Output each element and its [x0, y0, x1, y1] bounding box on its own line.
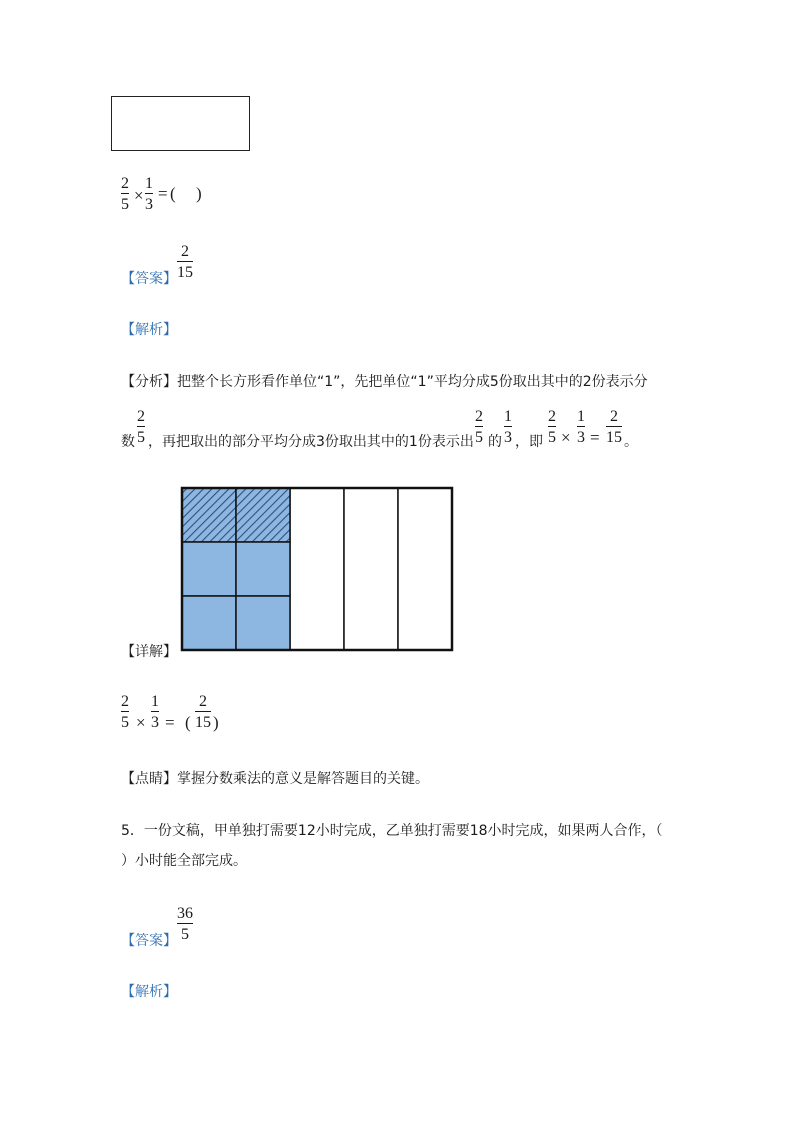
- numerator: 2: [137, 408, 145, 425]
- numerator: 2: [121, 693, 129, 710]
- answer-tag: 【答案】: [121, 271, 177, 287]
- result-paren-close: ): [213, 713, 219, 732]
- result-paren-open: (: [185, 713, 191, 732]
- numerator: 2: [548, 408, 556, 425]
- denominator: 5: [121, 714, 129, 731]
- jiexi-tag: 【解析】: [121, 322, 177, 338]
- denominator: 3: [145, 196, 153, 213]
- times-sign: ×: [134, 186, 144, 205]
- denominator: 5: [181, 926, 189, 943]
- diagram-column: [344, 488, 398, 650]
- diagram-shaded-cell: [236, 596, 290, 650]
- numerator: 2: [199, 693, 207, 710]
- blank-box: [111, 96, 250, 151]
- denominator: 5: [548, 429, 556, 446]
- fenxi-fraction-1: [137, 408, 145, 446]
- fenxi-equals-sign: =: [590, 428, 600, 447]
- fenxi-eq-fraction-result: [606, 408, 622, 446]
- result-fraction-b: [151, 693, 159, 731]
- denominator: 3: [577, 429, 585, 446]
- diagram-shaded-cell: [182, 596, 236, 650]
- fenxi-eq-fraction-b: [577, 408, 585, 446]
- dianjing-text: 掌握分数乘法的意义是解答题目的关键。: [177, 771, 429, 787]
- dianjing-tag: 【点睛】: [121, 771, 177, 787]
- numerator: 2: [181, 243, 189, 260]
- denominator: 15: [195, 714, 211, 731]
- equals-sign: =: [158, 184, 168, 203]
- answer-fraction: [177, 243, 193, 281]
- fenxi-line2-end: 。: [624, 434, 638, 450]
- denominator: 15: [177, 264, 193, 281]
- expr-fraction-b: [145, 175, 153, 213]
- paren-close: ): [196, 184, 202, 203]
- numerator: 1: [577, 408, 585, 425]
- fenxi-line2-middle: ，再把取出的部分平均分成3份取出其中的1份表示出: [148, 434, 474, 450]
- q5-answer-tag: 【答案】: [121, 933, 177, 949]
- numerator: 1: [504, 408, 512, 425]
- fenxi-line2-prefix: 数: [121, 434, 135, 450]
- diagram-hatched-cell: [236, 488, 290, 542]
- fenxi-fraction-3: [504, 408, 512, 446]
- diagram-column: [290, 488, 344, 650]
- result-fraction-a: [121, 693, 129, 731]
- denominator: 5: [121, 196, 129, 213]
- result-equals-sign: =: [165, 713, 175, 732]
- denominator: 3: [151, 714, 159, 731]
- fenxi-times-sign: ×: [561, 428, 571, 447]
- paren-open: (: [170, 184, 176, 203]
- diagram-shaded-cell: [236, 542, 290, 596]
- diagram-hatched-cell: [182, 488, 236, 542]
- fenxi-fraction-2: [475, 408, 483, 446]
- numerator: 2: [610, 408, 618, 425]
- q5-jiexi-tag: 【解析】: [121, 984, 177, 1000]
- expr-fraction-a: [121, 175, 129, 213]
- denominator: 15: [606, 429, 622, 446]
- denominator: 5: [137, 429, 145, 446]
- numerator: 36: [177, 905, 193, 922]
- fenxi-line2-de: 的: [488, 434, 502, 450]
- result-fraction: [195, 693, 211, 731]
- numerator: 2: [121, 175, 129, 192]
- fenxi-eq-fraction-a: [548, 408, 556, 446]
- denominator: 3: [504, 429, 512, 446]
- fenxi-tag: 【分析】: [121, 374, 177, 390]
- fraction-diagram: [180, 486, 455, 653]
- diagram-shaded-cell: [182, 542, 236, 596]
- q5-line1: 5．一份文稿，甲单独打需要12小时完成，乙单独打需要18小时完成，如果两人合作，（: [121, 823, 663, 839]
- numerator: 2: [475, 408, 483, 425]
- numerator: 1: [145, 175, 153, 192]
- q5-line2: ）小时能全部完成。: [121, 853, 247, 869]
- result-times-sign: ×: [136, 713, 146, 732]
- fenxi-line1: 把整个长方形看作单位“1”，先把单位“1”平均分成5份取出其中的2份表示分: [177, 374, 648, 390]
- diagram-column: [398, 488, 452, 650]
- q5-answer-fraction: [177, 905, 193, 943]
- xiangjie-tag: 【详解】: [121, 644, 177, 660]
- denominator: 5: [475, 429, 483, 446]
- fenxi-line2-ji: ，即: [515, 434, 543, 450]
- numerator: 1: [151, 693, 159, 710]
